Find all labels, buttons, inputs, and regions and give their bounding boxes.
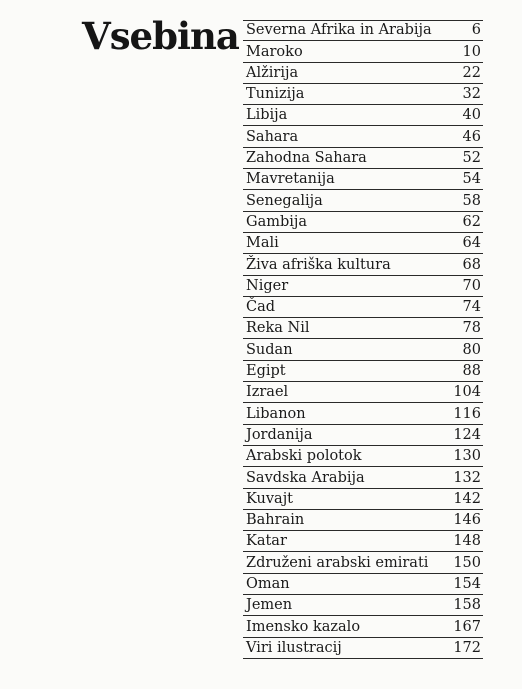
toc-entry-title: Oman <box>246 576 290 593</box>
toc-entry-title: Viri ilustracij <box>246 639 342 656</box>
toc-entry <box>243 84 483 105</box>
toc-entry <box>243 105 483 126</box>
toc-entry-page-number: 58 <box>462 192 481 209</box>
toc-entry-title: Arabski polotok <box>246 448 362 465</box>
toc-entry-page-number: 130 <box>453 448 481 465</box>
toc-entry <box>243 552 483 573</box>
toc-entry <box>243 574 483 595</box>
toc-entry-page-number: 88 <box>462 363 481 380</box>
toc-entry <box>243 318 483 339</box>
toc-entry-title: Katar <box>246 533 287 550</box>
toc-entry <box>243 361 483 382</box>
toc-entry-title: Bahrain <box>246 512 305 529</box>
toc-entry <box>243 489 483 510</box>
toc-entry-title: Združeni arabski emirati <box>246 554 429 571</box>
toc-entry-page-number: 10 <box>462 43 481 60</box>
toc-entry-title: Alžirija <box>246 64 299 81</box>
toc-entry <box>243 190 483 211</box>
toc-entry <box>243 382 483 403</box>
toc-entry <box>243 638 483 659</box>
toc-entry <box>243 446 483 467</box>
toc-entry <box>243 254 483 275</box>
toc-entry <box>243 276 483 297</box>
toc-entry-page-number: 54 <box>462 171 481 188</box>
toc-entry-title: Sudan <box>246 341 293 358</box>
toc-entry-page-number: 146 <box>453 512 481 529</box>
toc-entry-title: Egipt <box>246 363 286 380</box>
toc-entry-page-number: 80 <box>462 341 481 358</box>
toc-entry <box>243 212 483 233</box>
toc-entry-title: Jordanija <box>246 426 313 443</box>
toc-entry-title: Senegalija <box>246 192 323 209</box>
toc-entry-page-number: 150 <box>453 554 481 571</box>
toc-entry <box>243 403 483 424</box>
toc-entry-title: Kuvajt <box>246 490 294 507</box>
toc-entry <box>243 531 483 552</box>
toc-entry-page-number: 116 <box>453 405 481 422</box>
toc-entry <box>243 126 483 147</box>
toc-entry-page-number: 104 <box>453 384 481 401</box>
toc-entry <box>243 616 483 637</box>
toc-entry-title: Živa afriška kultura <box>246 256 391 273</box>
toc-entry-title: Libija <box>246 107 288 124</box>
toc-entry-page-number: 158 <box>453 597 481 614</box>
toc-entry-title: Sahara <box>246 128 299 145</box>
toc-entry <box>243 20 483 41</box>
toc-entry-title: Zahodna Sahara <box>246 150 367 167</box>
toc-entry-title: Imensko kazalo <box>246 618 361 635</box>
toc-entry-title: Čad <box>246 299 276 316</box>
toc-entry-page-number: 124 <box>453 426 481 443</box>
toc-entry <box>243 169 483 190</box>
toc-entry <box>243 467 483 488</box>
toc-entry-title: Libanon <box>246 405 306 422</box>
toc-entry-title: Jemen <box>246 597 293 614</box>
toc-entry-page-number: 78 <box>462 320 481 337</box>
toc-entry-page-number: 62 <box>462 213 481 230</box>
toc-entry-page-number: 142 <box>453 490 481 507</box>
toc-entry <box>243 510 483 531</box>
toc-entry-title: Gambija <box>246 213 308 230</box>
toc-entry <box>243 233 483 254</box>
toc-entry-page-number: 167 <box>453 618 481 635</box>
toc-entry-page-number: 64 <box>462 235 481 252</box>
toc-entry <box>243 41 483 62</box>
toc-entry-page-number: 132 <box>453 469 481 486</box>
toc-entry-page-number: 70 <box>462 277 481 294</box>
toc-entry-title: Mavretanija <box>246 171 335 188</box>
toc-entry-title: Izrael <box>246 384 289 401</box>
toc-entry-page-number: 40 <box>462 107 481 124</box>
toc-entry-page-number: 172 <box>453 639 481 656</box>
toc-entry-page-number: 74 <box>462 299 481 316</box>
toc-entry-page-number: 52 <box>462 150 481 167</box>
toc-entry-title: Reka Nil <box>246 320 310 337</box>
page-title: Vsebina <box>82 14 239 58</box>
toc-entry <box>243 595 483 616</box>
table-of-contents <box>243 20 483 659</box>
toc-entry-page-number: 148 <box>453 533 481 550</box>
toc-entry-page-number: 22 <box>462 64 481 81</box>
toc-entry-page-number: 154 <box>453 576 481 593</box>
toc-entry-title: Tunizija <box>246 86 305 103</box>
toc-entry-page-number: 68 <box>462 256 481 273</box>
toc-entry-page-number: 46 <box>462 128 481 145</box>
toc-entry-title: Maroko <box>246 43 303 60</box>
toc-entry <box>243 148 483 169</box>
toc-entry-title: Mali <box>246 235 279 252</box>
toc-entry-page-number: 6 <box>471 22 481 39</box>
toc-entry-page-number: 32 <box>462 86 481 103</box>
toc-entry <box>243 297 483 318</box>
toc-entry-title: Niger <box>246 277 289 294</box>
toc-entry-title: Savdska Arabija <box>246 469 365 486</box>
toc-entry-title: Severna Afrika in Arabija <box>246 22 432 39</box>
toc-entry <box>243 339 483 360</box>
toc-entry <box>243 425 483 446</box>
toc-entry <box>243 63 483 84</box>
